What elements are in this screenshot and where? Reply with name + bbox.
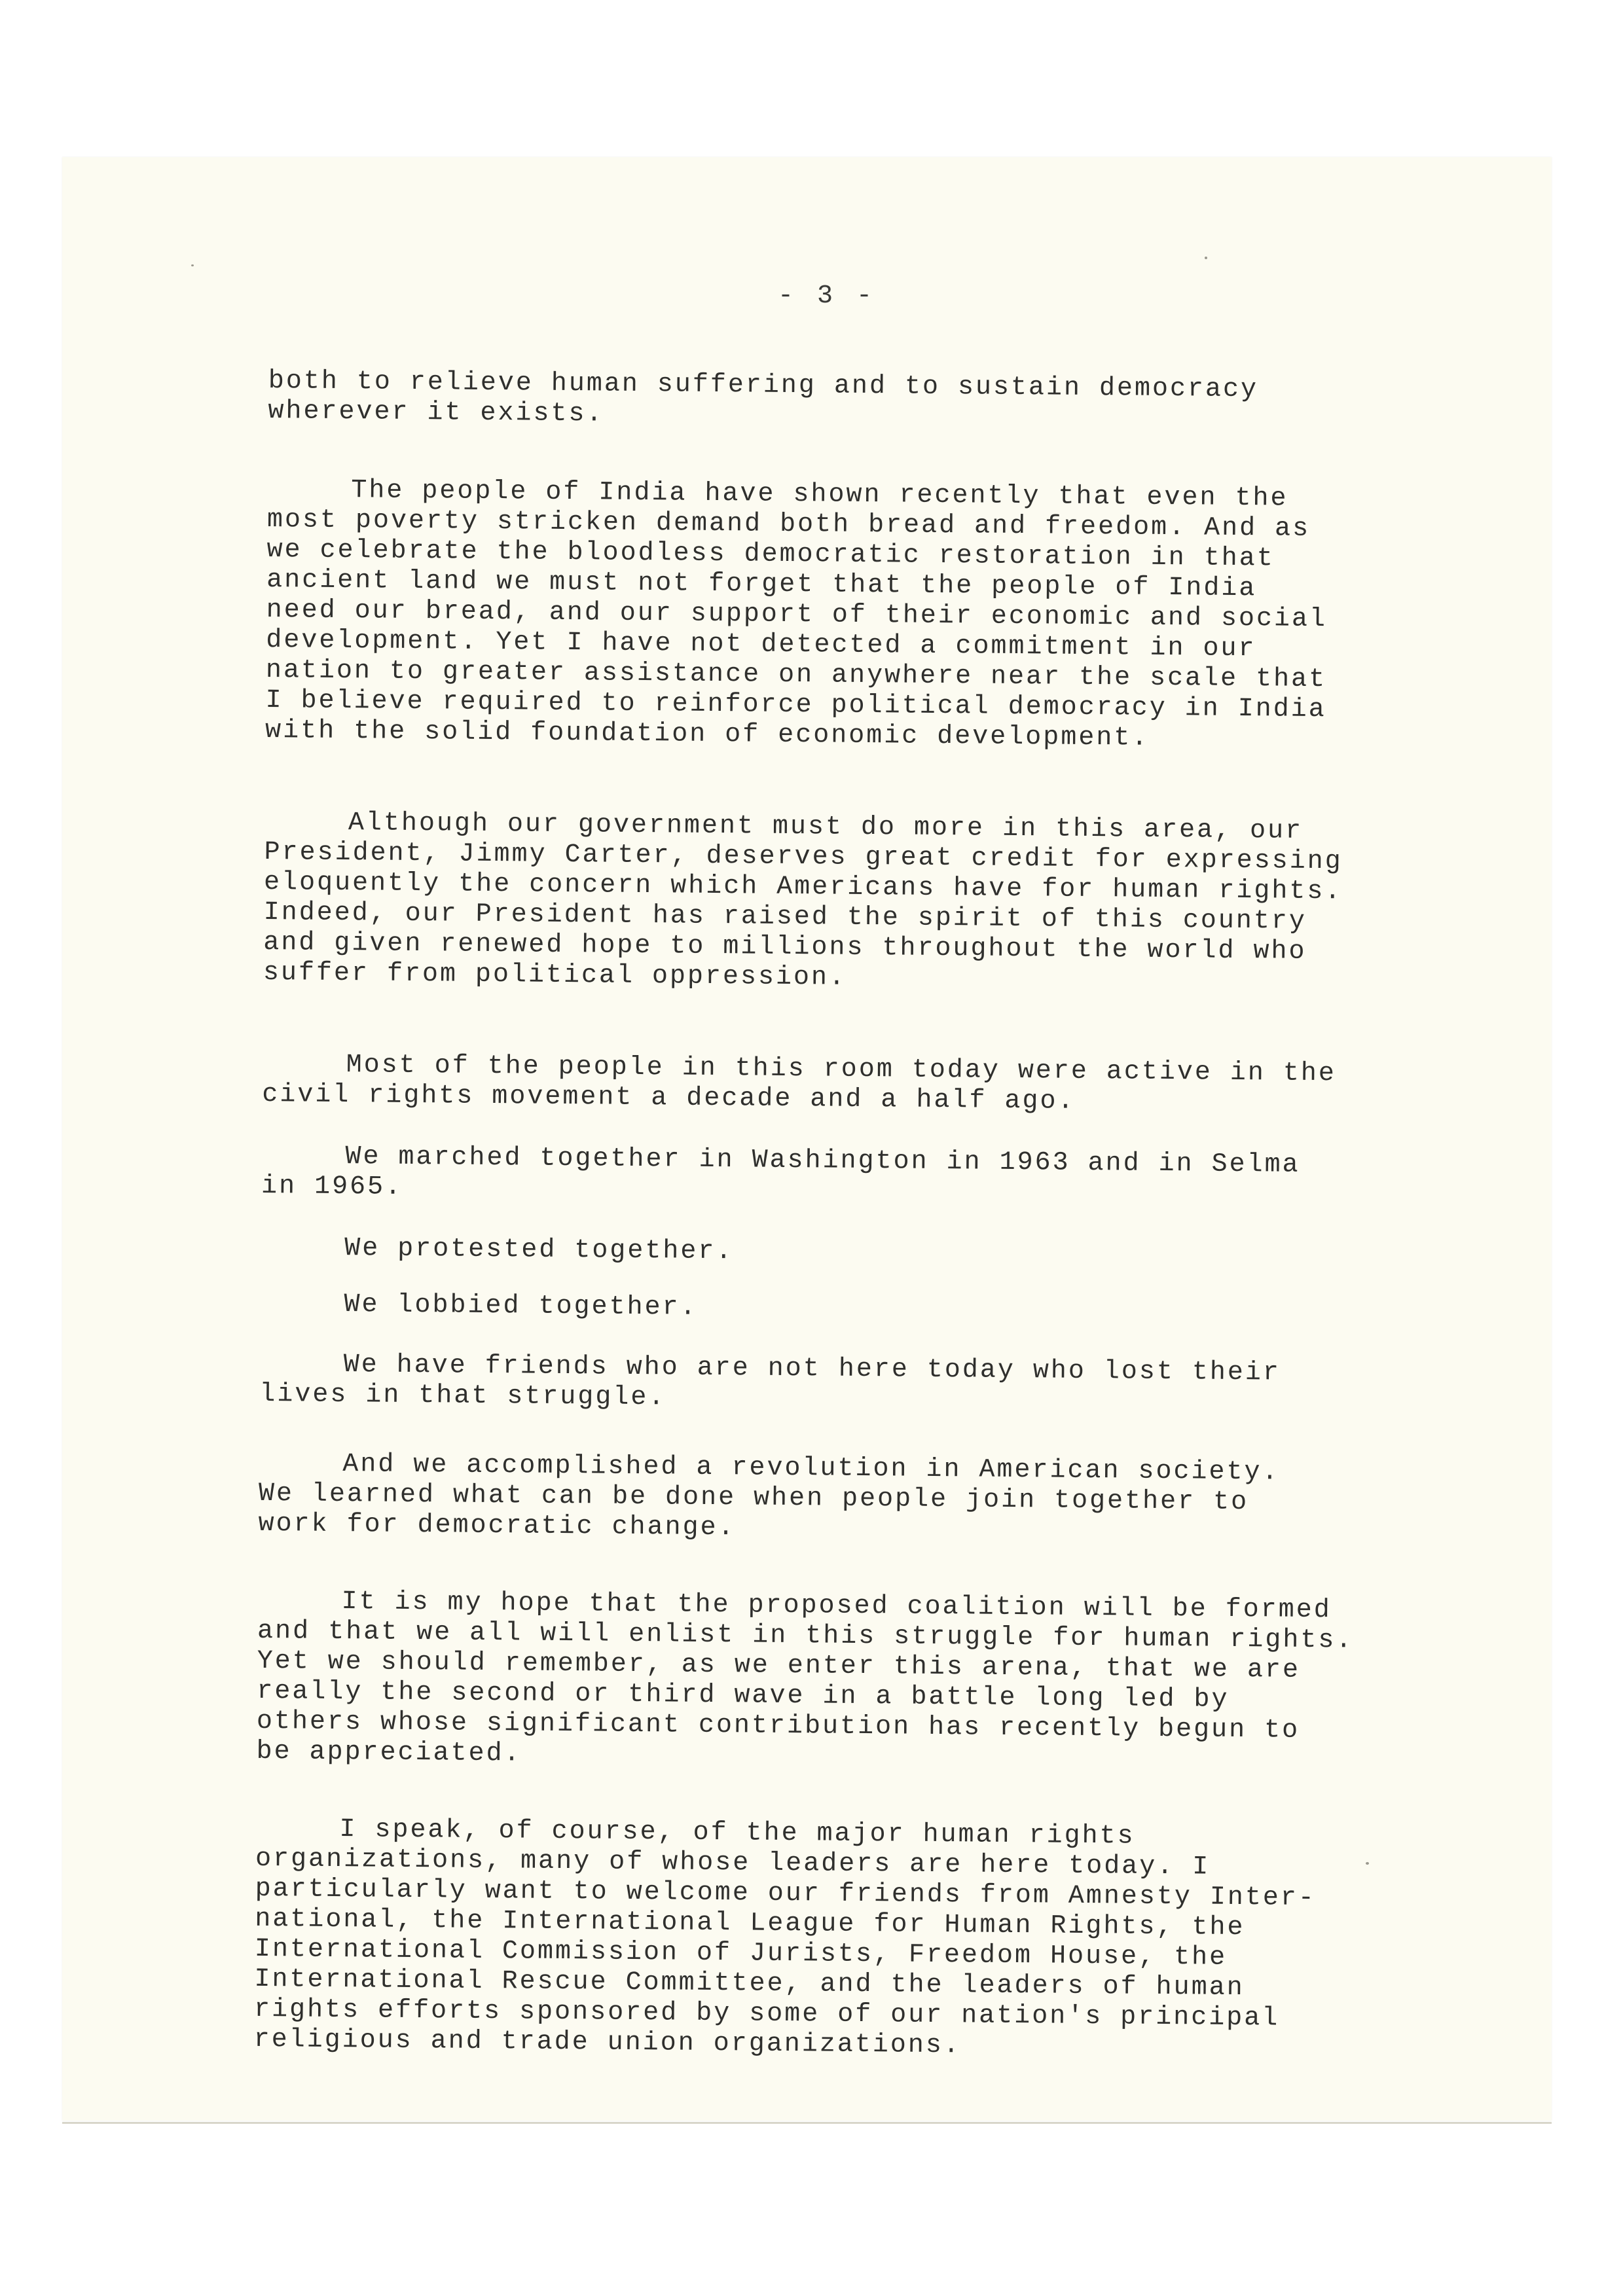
paragraph-continuation: both to relieve human suffering and to sustain democracy wherever it exists. [268, 367, 1259, 429]
paragraph-revolution: And we accomplished a revolution in American society. We learned what can be done when people join together to work for democratic change. [258, 1450, 1280, 1543]
paragraph-coalition: It is my hope that the proposed coalition will be formed and that we all will enlist in this struggle for human rights. Yet we should remember, as we enter this arena, that we are really the second or third wave in a battle long led by others whose significant contribution has recently begun to be appreciated. [256, 1587, 1354, 1769]
paragraph-protested: We protested together. [344, 1234, 734, 1267]
paragraph-organizations: I speak, of course, of the major human rights organizations, many of whose leaders are here today. I particularly want to welcome our friends from Amnesty Inter- national, the International League for Human Rights, the International Commission of Jurists, Freedom House, the International Rescue Committee, and the leaders of human rights efforts sponsored by some of our nation's principal religious and trade union organizations. [253, 1815, 1317, 2061]
paper-speck [1205, 257, 1207, 259]
document-body [253, 367, 1420, 2065]
paragraph-marched: We marched together in Washington in 1963 and in Selma in 1965. [261, 1142, 1300, 1202]
paragraph-india: The people of India have shown recently that even the most poverty stricken demand both bread and freedom. And as we celebrate the bloodless democratic restoration in that ancient land we must not forget that the people of India need our bread, and our support of their economic and social development. Yet I have not detected a commitment in our nation to greater assistance on anywhere near the scale that I believe required to reinforce political democracy in India with the solid foundation of economic development. [264, 476, 1328, 753]
paper-bottom-edge [62, 2122, 1552, 2124]
page-number: - 3 - [778, 281, 877, 311]
paragraph-friends: We have friends who are not here today who lost their lives in that struggle. [259, 1350, 1281, 1413]
paper-speck [191, 264, 194, 266]
paragraph-lobbied: We lobbied together. [344, 1290, 698, 1323]
paragraph-civil-rights: Most of the people in this room today were active in the civil rights movement a decade and a half ago. [262, 1050, 1337, 1117]
paragraph-carter: Although our government must do more in this area, our President, Jimmy Carter, deserves great credit for expressing eloquently the concern which Americans have for human rights. Indeed, our President has raised the spirit of this country and given renewed hope to millions throughout the world who suffer from political oppression. [263, 808, 1343, 993]
